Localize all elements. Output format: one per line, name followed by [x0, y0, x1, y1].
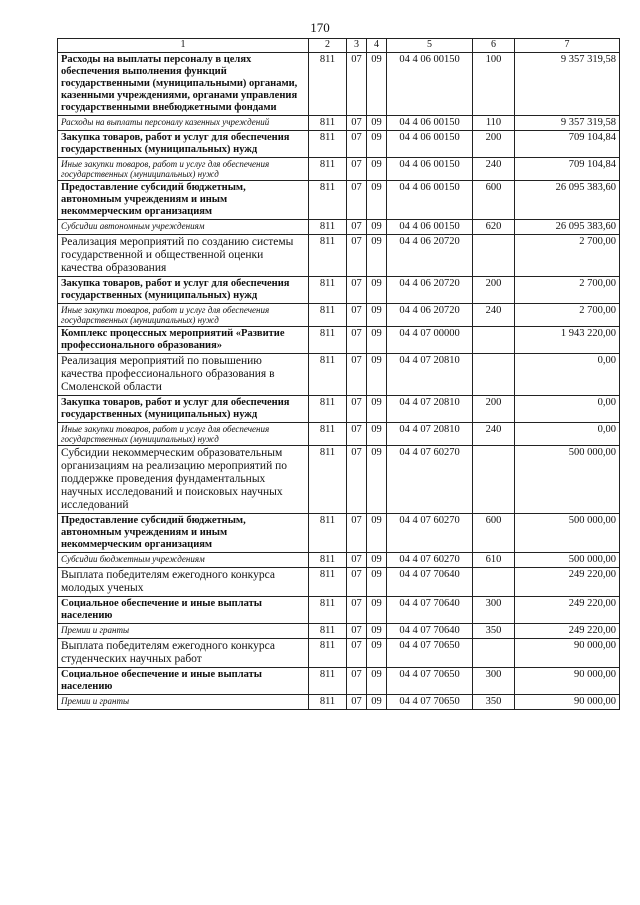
section-code-cell: 07	[347, 624, 367, 639]
target-article-code-cell: 04 4 06 20720	[387, 277, 473, 304]
expense-name-cell: Комплекс процессных мероприятий «Развитие профессионального образования»	[58, 327, 309, 354]
subsection-code-cell: 09	[367, 131, 387, 158]
subsection-code-cell: 09	[367, 327, 387, 354]
expense-type-code-cell: 300	[473, 668, 515, 695]
section-code-cell: 07	[347, 277, 367, 304]
section-code-cell: 07	[347, 53, 367, 116]
table-row	[58, 446, 620, 514]
target-article-code-cell: 04 4 07 20810	[387, 354, 473, 396]
table-row	[58, 695, 620, 710]
amount-cell: 500 000,00	[515, 446, 620, 514]
table-row	[58, 53, 620, 116]
ministry-code-cell: 811	[309, 158, 347, 181]
column-header: 6	[473, 39, 515, 53]
section-code-cell: 07	[347, 553, 367, 568]
ministry-code-cell: 811	[309, 553, 347, 568]
table-row	[58, 116, 620, 131]
ministry-code-cell: 811	[309, 514, 347, 553]
subsection-code-cell: 09	[367, 304, 387, 327]
subsection-code-cell: 09	[367, 354, 387, 396]
ministry-code-cell: 811	[309, 446, 347, 514]
table-body	[58, 53, 620, 710]
ministry-code-cell: 811	[309, 624, 347, 639]
target-article-code-cell: 04 4 06 00150	[387, 116, 473, 131]
table-row	[58, 597, 620, 624]
target-article-code-cell: 04 4 07 70650	[387, 695, 473, 710]
expense-type-code-cell: 110	[473, 116, 515, 131]
section-code-cell: 07	[347, 131, 367, 158]
target-article-code-cell: 04 4 07 20810	[387, 423, 473, 446]
table-row	[58, 158, 620, 181]
expense-type-code-cell: 100	[473, 53, 515, 116]
table-row	[58, 624, 620, 639]
subsection-code-cell: 09	[367, 695, 387, 710]
column-header: 3	[347, 39, 367, 53]
column-header: 1	[58, 39, 309, 53]
subsection-code-cell: 09	[367, 668, 387, 695]
ministry-code-cell: 811	[309, 354, 347, 396]
section-code-cell: 07	[347, 220, 367, 235]
section-code-cell: 07	[347, 396, 367, 423]
table-row	[58, 304, 620, 327]
expense-type-code-cell: 300	[473, 597, 515, 624]
section-code-cell: 07	[347, 668, 367, 695]
target-article-code-cell: 04 4 07 70640	[387, 568, 473, 597]
table-row	[58, 514, 620, 553]
expense-type-code-cell: 600	[473, 514, 515, 553]
expense-type-code-cell: 240	[473, 158, 515, 181]
expense-type-code-cell: 240	[473, 304, 515, 327]
expense-type-code-cell: 240	[473, 423, 515, 446]
expense-name-cell: Реализация мероприятий по созданию системы государственной и общественной оценки качества образования	[58, 235, 309, 277]
expense-type-code-cell	[473, 568, 515, 597]
section-code-cell: 07	[347, 446, 367, 514]
expense-name-cell: Премии и гранты	[58, 695, 309, 710]
expense-type-code-cell: 200	[473, 396, 515, 423]
subsection-code-cell: 09	[367, 446, 387, 514]
amount-cell: 26 095 383,60	[515, 181, 620, 220]
table-row	[58, 235, 620, 277]
target-article-code-cell: 04 4 06 20720	[387, 235, 473, 277]
table-row	[58, 396, 620, 423]
expense-type-code-cell: 200	[473, 277, 515, 304]
section-code-cell: 07	[347, 116, 367, 131]
ministry-code-cell: 811	[309, 53, 347, 116]
section-code-cell: 07	[347, 158, 367, 181]
subsection-code-cell: 09	[367, 158, 387, 181]
table-row	[58, 181, 620, 220]
amount-cell: 2 700,00	[515, 304, 620, 327]
section-code-cell: 07	[347, 354, 367, 396]
budget-table	[57, 38, 620, 710]
target-article-code-cell: 04 4 06 00150	[387, 53, 473, 116]
column-header: 2	[309, 39, 347, 53]
expense-name-cell: Иные закупки товаров, работ и услуг для обеспечения государственных (муниципальных) нужд	[58, 158, 309, 181]
table-row	[58, 639, 620, 668]
column-header: 5	[387, 39, 473, 53]
target-article-code-cell: 04 4 07 70640	[387, 597, 473, 624]
ministry-code-cell: 811	[309, 277, 347, 304]
expense-name-cell: Расходы на выплаты персоналу казенных учреждений	[58, 116, 309, 131]
target-article-code-cell: 04 4 07 00000	[387, 327, 473, 354]
amount-cell: 2 700,00	[515, 235, 620, 277]
expense-type-code-cell: 610	[473, 553, 515, 568]
expense-name-cell: Иные закупки товаров, работ и услуг для обеспечения государственных (муниципальных) нужд	[58, 304, 309, 327]
expense-type-code-cell	[473, 446, 515, 514]
target-article-code-cell: 04 4 07 60270	[387, 514, 473, 553]
ministry-code-cell: 811	[309, 568, 347, 597]
table-row	[58, 131, 620, 158]
amount-cell: 26 095 383,60	[515, 220, 620, 235]
expense-name-cell: Субсидии автономным учреждениям	[58, 220, 309, 235]
target-article-code-cell: 04 4 06 00150	[387, 158, 473, 181]
table-row	[58, 568, 620, 597]
subsection-code-cell: 09	[367, 624, 387, 639]
expense-name-cell: Премии и гранты	[58, 624, 309, 639]
amount-cell: 90 000,00	[515, 668, 620, 695]
expense-name-cell: Предоставление субсидий бюджетным, автономным учреждениям и иным некоммерческим организациям	[58, 181, 309, 220]
expense-type-code-cell: 200	[473, 131, 515, 158]
subsection-code-cell: 09	[367, 220, 387, 235]
amount-cell: 500 000,00	[515, 553, 620, 568]
ministry-code-cell: 811	[309, 181, 347, 220]
expense-type-code-cell: 350	[473, 624, 515, 639]
header-row	[58, 39, 620, 53]
expense-name-cell: Закупка товаров, работ и услуг для обеспечения государственных (муниципальных) нужд	[58, 131, 309, 158]
subsection-code-cell: 09	[367, 53, 387, 116]
ministry-code-cell: 811	[309, 695, 347, 710]
section-code-cell: 07	[347, 695, 367, 710]
amount-cell: 249 220,00	[515, 568, 620, 597]
section-code-cell: 07	[347, 181, 367, 220]
expense-name-cell: Предоставление субсидий бюджетным, автономным учреждениям и иным некоммерческим организациям	[58, 514, 309, 553]
expense-name-cell: Субсидии некоммерческим образовательным организациям на реализацию мероприятий по поддержке проведения фундаментальных научных исследований и поисковых научных исследований	[58, 446, 309, 514]
section-code-cell: 07	[347, 514, 367, 553]
expense-type-code-cell	[473, 639, 515, 668]
expense-type-code-cell: 620	[473, 220, 515, 235]
ministry-code-cell: 811	[309, 304, 347, 327]
table-row	[58, 354, 620, 396]
expense-name-cell: Иные закупки товаров, работ и услуг для обеспечения государственных (муниципальных) нужд	[58, 423, 309, 446]
expense-type-code-cell	[473, 327, 515, 354]
target-article-code-cell: 04 4 07 70650	[387, 668, 473, 695]
subsection-code-cell: 09	[367, 235, 387, 277]
target-article-code-cell: 04 4 07 70640	[387, 624, 473, 639]
target-article-code-cell: 04 4 06 00150	[387, 131, 473, 158]
amount-cell: 709 104,84	[515, 158, 620, 181]
expense-name-cell: Расходы на выплаты персоналу в целях обеспечения выполнения функций государственными (муниципальными) органами, казенными учреждениями, органами управления государственными внебюджетными фондами	[58, 53, 309, 116]
expense-name-cell: Реализация мероприятий по повышению качества профессионального образования в Смоленской области	[58, 354, 309, 396]
expense-name-cell: Субсидии бюджетным учреждениям	[58, 553, 309, 568]
table-row	[58, 277, 620, 304]
section-code-cell: 07	[347, 327, 367, 354]
amount-cell: 90 000,00	[515, 639, 620, 668]
subsection-code-cell: 09	[367, 639, 387, 668]
section-code-cell: 07	[347, 639, 367, 668]
amount-cell: 0,00	[515, 423, 620, 446]
ministry-code-cell: 811	[309, 423, 347, 446]
subsection-code-cell: 09	[367, 116, 387, 131]
expense-type-code-cell: 600	[473, 181, 515, 220]
table-row	[58, 668, 620, 695]
ministry-code-cell: 811	[309, 597, 347, 624]
ministry-code-cell: 811	[309, 639, 347, 668]
amount-cell: 9 357 319,58	[515, 53, 620, 116]
amount-cell: 9 357 319,58	[515, 116, 620, 131]
target-article-code-cell: 04 4 07 60270	[387, 446, 473, 514]
ministry-code-cell: 811	[309, 220, 347, 235]
expense-type-code-cell: 350	[473, 695, 515, 710]
subsection-code-cell: 09	[367, 277, 387, 304]
amount-cell: 500 000,00	[515, 514, 620, 553]
ministry-code-cell: 811	[309, 235, 347, 277]
subsection-code-cell: 09	[367, 181, 387, 220]
column-header: 4	[367, 39, 387, 53]
expense-name-cell: Закупка товаров, работ и услуг для обеспечения государственных (муниципальных) нужд	[58, 277, 309, 304]
section-code-cell: 07	[347, 597, 367, 624]
section-code-cell: 07	[347, 304, 367, 327]
subsection-code-cell: 09	[367, 597, 387, 624]
ministry-code-cell: 811	[309, 131, 347, 158]
subsection-code-cell: 09	[367, 568, 387, 597]
ministry-code-cell: 811	[309, 327, 347, 354]
ministry-code-cell: 811	[309, 668, 347, 695]
target-article-code-cell: 04 4 07 20810	[387, 396, 473, 423]
table-row	[58, 553, 620, 568]
amount-cell: 249 220,00	[515, 597, 620, 624]
expense-type-code-cell	[473, 354, 515, 396]
page-number: 170	[310, 20, 330, 35]
expense-name-cell: Закупка товаров, работ и услуг для обеспечения государственных (муниципальных) нужд	[58, 396, 309, 423]
expense-name-cell: Выплата победителям ежегодного конкурса студенческих научных работ	[58, 639, 309, 668]
column-header: 7	[515, 39, 620, 53]
target-article-code-cell: 04 4 07 70650	[387, 639, 473, 668]
target-article-code-cell: 04 4 06 20720	[387, 304, 473, 327]
amount-cell: 249 220,00	[515, 624, 620, 639]
section-code-cell: 07	[347, 235, 367, 277]
expense-name-cell: Социальное обеспечение и иные выплаты населению	[58, 668, 309, 695]
ministry-code-cell: 811	[309, 396, 347, 423]
table-row	[58, 327, 620, 354]
expense-name-cell: Выплата победителям ежегодного конкурса молодых ученых	[58, 568, 309, 597]
amount-cell: 90 000,00	[515, 695, 620, 710]
table-row	[58, 423, 620, 446]
subsection-code-cell: 09	[367, 514, 387, 553]
subsection-code-cell: 09	[367, 423, 387, 446]
expense-type-code-cell	[473, 235, 515, 277]
amount-cell: 0,00	[515, 396, 620, 423]
subsection-code-cell: 09	[367, 396, 387, 423]
table-header	[58, 39, 620, 53]
target-article-code-cell: 04 4 06 00150	[387, 220, 473, 235]
target-article-code-cell: 04 4 07 60270	[387, 553, 473, 568]
amount-cell: 0,00	[515, 354, 620, 396]
subsection-code-cell: 09	[367, 553, 387, 568]
amount-cell: 2 700,00	[515, 277, 620, 304]
table-row	[58, 220, 620, 235]
section-code-cell: 07	[347, 568, 367, 597]
target-article-code-cell: 04 4 06 00150	[387, 181, 473, 220]
amount-cell: 709 104,84	[515, 131, 620, 158]
amount-cell: 1 943 220,00	[515, 327, 620, 354]
section-code-cell: 07	[347, 423, 367, 446]
expense-name-cell: Социальное обеспечение и иные выплаты населению	[58, 597, 309, 624]
ministry-code-cell: 811	[309, 116, 347, 131]
